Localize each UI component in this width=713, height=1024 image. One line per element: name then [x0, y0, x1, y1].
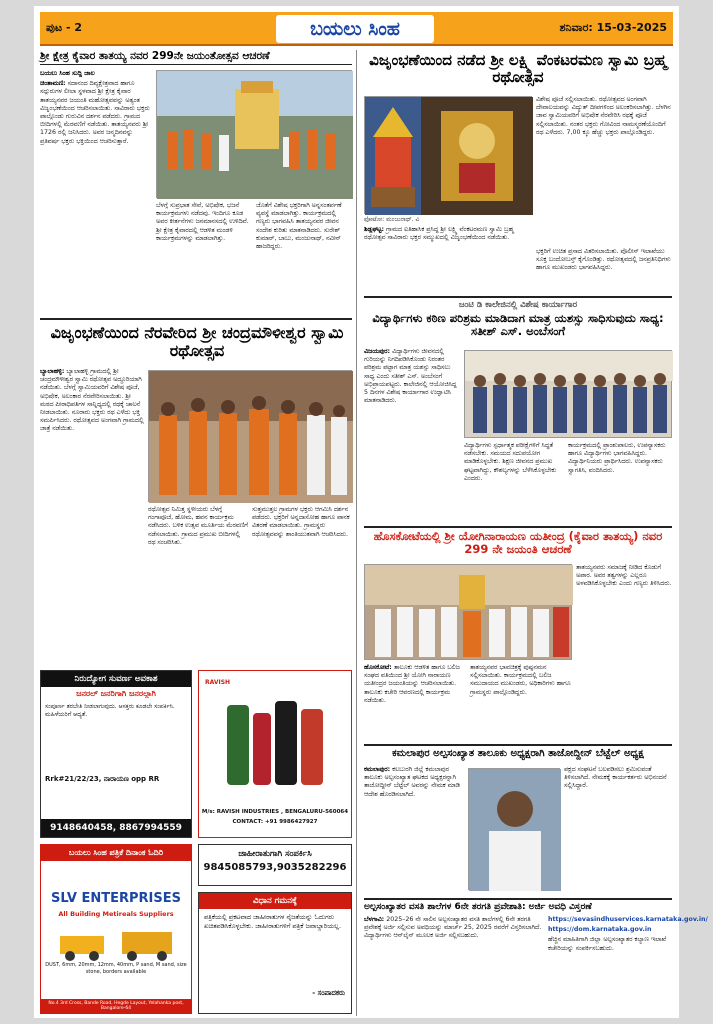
- chariot-image: [365, 97, 533, 215]
- admission-body-col2: [548, 916, 708, 1012]
- masthead: [40, 12, 673, 46]
- slv-company: SLV ENTERPRISES: [51, 891, 181, 906]
- kaivara-procession-photo: [156, 70, 352, 198]
- kaivara-byline: ಬಯಲು ಸಿಂಹ ಸುದ್ದಿ ಜಾಲ: [40, 70, 95, 77]
- college-body-col1: [364, 348, 460, 518]
- kamalapura-headline: ಕಮಲಾಪುರ ಅಲ್ಪಸಂಖ್ಯಾತ ತಾಲೂಕು ಅಧ್ಯಕ್ಷರಾಗಿ ತಾಜೋದ್ದೀನ್ ಬೆಟ್ಟೆಲ್ ಅಧ್ಯಕ್ಷ: [392, 748, 644, 759]
- hosakote-body-col1: [364, 664, 466, 740]
- college-kicker: ಜಂಟಿ ಡಿ ಕಾಲೇಜಿನಲ್ಲಿ ವಿಶೇಷ ಕಾರ್ಯಾಗಾರ: [458, 300, 578, 310]
- portrait-image: [469, 769, 561, 891]
- slv-items: DUST, 6mm, 20mm, 12mm, 40mm, P sand, M sand, size stone, borders available: [45, 962, 187, 975]
- ravish-ad: [198, 670, 352, 838]
- notice-box: [198, 892, 352, 1014]
- chandra-body-col2: ರಥೋತ್ಸವ ನಿಮಿತ್ತ ಸ್ಥಳೀಯರು ಬೆಳಗ್ಗೆ ಗಂಗಾಪೂಜೆ, ಹೋಮ, ಹವನ ಕಾರ್ಯಕ್ರಮ ನಡೆಸಿದರು. ಬಳಿಕ ಉತ್ಸವ ಮೂರ್ತಿಯ ಮೆರವಣಿಗೆ ನಡೆಸಲಾಯಿತು. ಗ್ರಾಮದ ಪ್ರಮುಖ ಬೀದಿಗಳಲ್ಲಿ ರಥ ಸಂಚರಿಸಿತು.: [148, 506, 248, 546]
- hosakote-body-text: ತಾಲೂಕು ಆಡಳಿತ ಹಾಗೂ ಬಲಿಜ ಸಂಘದ ವತಿಯಿಂದ ಶ್ರೀ ಯೋಗಿ ನಾರಾಯಣ ಯತೀಂದ್ರರ ಜಯಂತಿಯನ್ನು ಆಚರಿಸಲಾಯಿತು. ತಾಲೂಕು ಕಚೇರಿ ಆವರಣದಲ್ಲಿ ಕಾರ್ಯಕ್ರಮ ನಡೆಯಿತು.: [364, 664, 460, 704]
- hiring-ad-body: ಸಂಪೂರ್ಣ ತರಬೇತಿ ನೀಡಲಾಗುವುದು. ಆಸಕ್ತರು ಕೂಡಲೇ ಸಂಪರ್ಕಿಸಿ. ಮಹಿಳೆಯರಿಗೆ ಆದ್ಯತೆ.: [45, 703, 175, 718]
- advertise-contact-box: [198, 844, 352, 886]
- admission-headline: ಅಲ್ಪಸಂಖ್ಯಾತರ ವಸತಿ ಶಾಲೆಗಳ 6ನೇ ತರಗತಿ ಪ್ರವೇಶಾತಿ: ಅರ್ಜಿ ಅವಧಿ ವಿಸ್ತರಣೆ: [364, 902, 592, 912]
- divider: [364, 526, 672, 528]
- advertise-title: ಜಾಹೀರಾತುಗಾಗಿ ಸಂಪರ್ಕಿಸಿ: [238, 849, 312, 859]
- hosakote-headline: ಹೊಸಕೋಟೆಯಲ್ಲಿ ಶ್ರೀ ಯೋಗಿನಾರಾಯಣ ಯತೀಂದ್ರ (ಕೈವಾರ ತಾತಯ್ಯ) ನವರ 299 ನೇ ಜಯಂತಿ ಆಚರಣೆ: [373, 529, 663, 557]
- group-photo-image: [465, 351, 673, 439]
- hiring-ad-address: Rrk#21/22/23, ನಾರಾಯಣ opp RR: [45, 775, 160, 783]
- notice-body: ಪತ್ರಿಕೆಯಲ್ಲಿ ಪ್ರಕಟವಾದ ಜಾಹೀರಾತುಗಳ ನೈಜತೆಯನ್ನು ಓದುಗರು ಖಚಿತಪಡಿಸಿಕೊಳ್ಳಬೇಕು. ಜಾಹೀರಾತುಗಳಿಗೆ ಪತ್ರಿಕೆ ಜವಾಬ್ದಾರಿಯಲ್ಲ.: [204, 913, 342, 930]
- ravish-company: M/s: RAVISH INDUSTRIES , BENGALURU-560064: [201, 809, 349, 815]
- admission-body-text: 2025–26 ನೇ ಸಾಲಿನ ಅಲ್ಪಸಂಖ್ಯಾತರ ವಸತಿ ಶಾಲೆಗಳಲ್ಲಿ 6ನೇ ತರಗತಿ ಪ್ರವೇಶಕ್ಕೆ ಅರ್ಜಿ ಸಲ್ಲಿಸುವ ಅವಧಿಯನ್ನು ಮಾರ್ಚ್ 25, 2025 ರವರೆಗೆ ವಿಸ್ತರಿಸಲಾಗಿದೆ. ವಿದ್ಯಾರ್ಥಿಗಳು ಆನ್‌ಲೈನ್ ಮೂಲಕ ಅರ್ಜಿ ಸಲ್ಲಿಸಬಹುದು.: [364, 916, 542, 940]
- divider: [364, 744, 672, 746]
- construction-vehicles-image: [56, 922, 176, 962]
- college-group-photo: [464, 350, 672, 438]
- kamalapura-place: ಕಮಲಾಪುರ:: [364, 766, 391, 773]
- hiring-ad: [40, 670, 192, 838]
- notice-title: ವಿಧಾನ ಗಮನಕ್ಕೆ: [199, 893, 351, 909]
- college-body-col2: ವಿದ್ಯಾರ್ಥಿಗಳು ಸ್ಪರ್ಧಾತ್ಮಕ ಪರೀಕ್ಷೆಗಳಿಗೆ ಸಿದ್ಧತೆ ನಡೆಸಬೇಕು. ಸಮಯದ ಸದುಪಯೋಗ ಮಾಡಿಕೊಳ್ಳಬೇಕು. ಶಿಕ್ಷಣ ಜೀವನದ ಪ್ರಮುಖ ಘಟ್ಟವಾಗಿದ್ದು, ಕೌಶಲ್ಯಗಳನ್ನು ಬೆಳೆಸಿಕೊಳ್ಳಬೇಕು ಎಂದರು.: [464, 442, 557, 482]
- lakshmi-body-col2: ವಿಶೇಷ ಪೂಜೆ ಸಲ್ಲಿಸಲಾಯಿತು. ರಥೋತ್ಸವದ ಅಂಗವಾಗಿ ದೇವಾಲಯವನ್ನು ವಿದ್ಯುತ್ ದೀಪಗಳಿಂದ ಅಲಂಕರಿಸಲಾಗಿತ್ತು. ಬೆಳಗಿನ ಜಾವ ಸ್ವಾಮಿಯವರಿಗೆ ಅಭಿಷೇಕ ನೆರವೇರಿಸಿ ರಥಕ್ಕೆ ಪೂಜೆ ಸಲ್ಲಿಸಲಾಯಿತು. ನಂತರ ಭಕ್ತರು ಗೋವಿಂದ ನಾಮಸ್ಮರಣೆಯೊಂದಿಗೆ ರಥ ಎಳೆದರು. 7,00 ಕ್ಕೂ ಹೆಚ್ಚು ಭಕ್ತರು ಪಾಲ್ಗೊಂಡಿದ್ದರು.: [536, 96, 671, 136]
- college-body-text: ವಿದ್ಯಾರ್ಥಿಗಳು ಜೀವನದಲ್ಲಿ ಗುರಿಯನ್ನು ನಿಗದಿಪಡಿಸಿಕೊಂಡು ನಿರಂತರ ಪರಿಶ್ರಮ ಪಟ್ಟಾಗ ಮಾತ್ರ ಯಶಸ್ಸು ಸಾಧಿಸಲು ಸಾಧ್ಯ ಎಂದು ಸತೀಶ್ ಎಸ್. ಅಂಬೆಸಂಗೆ ಅಭಿಪ್ರಾಯಪಟ್ಟರು. ಕಾಲೇಜಿನಲ್ಲಿ ಆಯೋಜಿಸಿದ್ದ 5 ದಿನಗಳ ವಿಶೇಷ ಕಾರ್ಯಾಗಾರ ಉದ್ಘಾಟಿಸಿ ಮಾತನಾಡಿದರು.: [364, 348, 457, 405]
- hiring-ad-subtitle: ಜನರಲ್ ಜನರಿಗಾಗಿ ಜನರಲ್ಗಾಗಿ: [76, 689, 156, 698]
- kamalapura-body-col1: [364, 766, 464, 894]
- divider: [40, 318, 352, 320]
- chandra-swamiji-photo: [148, 370, 352, 502]
- column-divider: [356, 50, 357, 1016]
- kamalapura-body-text: ಕಲಬುರಗಿ ಜಿಲ್ಲೆ ಕಮಲಾಪುರ ತಾಲೂಕು ಅಲ್ಪಸಂಖ್ಯಾತ ಘಟಕದ ಅಧ್ಯಕ್ಷರನ್ನಾಗಿ ತಾಜೋದ್ದೀನ್ ಬೆಟ್ಟೆಲ್ ಅವರನ್ನು ನೇಮಕ ಮಾಡಿ ಆದೇಶ ಹೊರಡಿಸಲಾಗಿದೆ.: [364, 766, 460, 798]
- kamalapura-body-col2: ಪಕ್ಷದ ಸಂಘಟನೆ ಬಲಪಡಿಸಲು ಶ್ರಮಿಸುವಂತೆ ತಿಳಿಸಲಾಗಿದೆ. ನೇಮಕಕ್ಕೆ ಕಾರ್ಯಕರ್ತರು ಅಭಿನಂದನೆ ಸಲ್ಲಿಸಿದ್ದಾರೆ.: [564, 766, 667, 790]
- kamalapura-portrait-photo: [468, 768, 560, 890]
- lakshmi-body-col1: [364, 226, 532, 262]
- slv-ad-title: ಬಯಲು ಸಿಂಹ ಪತ್ರಿಕೆ ದಿನಾಂಕ ಓದಿರಿ: [41, 845, 191, 861]
- notice-sign: - ಸಂಪಾದಕರು: [312, 989, 345, 997]
- kaivara-body-col3: ಜೊತೆಗೆ ವಿಶೇಷ ಭಕ್ತರಿಗಾಗಿ ಅನ್ನಸಂತರ್ಪಣೆ ವ್ಯವಸ್ಥೆ ಮಾಡಲಾಗಿತ್ತು. ಕಾರ್ಯಕ್ರಮದಲ್ಲಿ ಗಣ್ಯರು ಭಾಗವಹಿಸಿ ತಾತಯ್ಯನವರ ಜೀವನ ಸಂದೇಶ ಕುರಿತು ಮಾತನಾಡಿದರು. ಸುರೇಶ್ ಕುಮಾರ್, ಬಾಬು, ಮಂಜುನಾಥ್, ನವೀನ್ ಹಾಜರಿದ್ದರು.: [256, 202, 342, 251]
- ravish-brand: RAVISH: [205, 679, 231, 686]
- lakshmi-chariot-photo: [364, 96, 532, 214]
- college-body-col3: ಕಾರ್ಯಕ್ರಮದಲ್ಲಿ ಪ್ರಾಂಶುಪಾಲರು, ಉಪನ್ಯಾಸಕರು ಹಾಗೂ ವಿದ್ಯಾರ್ಥಿಗಳು ಭಾಗವಹಿಸಿದ್ದರು. ವಿದ್ಯಾರ್ಥಿನಿಯರು ಪ್ರಾರ್ಥಿಸಿದರು. ಉಪನ್ಯಾಸಕರು ಸ್ವಾಗತಿಸಿ, ವಂದಿಸಿದರು.: [568, 442, 666, 474]
- chandra-body-text: ಬ್ಯಾಲಾಹಳ್ಳಿ ಗ್ರಾಮದಲ್ಲಿ ಶ್ರೀ ಚಂದ್ರಮೌಳೀಶ್ವರ ಸ್ವಾಮಿ ರಥೋತ್ಸವ ಅದ್ದೂರಿಯಾಗಿ ನಡೆಯಿತು. ಬೆಳಗ್ಗೆ ಸ್ವಾಮಿಯವರಿಗೆ ವಿಶೇಷ ಪೂಜೆ, ಅಭಿಷೇಕ, ಅಲಂಕಾರ ನೆರವೇರಿಸಲಾಯಿತು. ಶ್ರೀ ಮಠದ ಪೀಠಾಧಿಪತಿಗಳ ಸಾನ್ನಿಧ್ಯದಲ್ಲಿ ರಥಕ್ಕೆ ಚಾಲನೆ ನೀಡಲಾಯಿತು. ನೂರಾರು ಭಕ್ತರು ರಥ ಎಳೆದು ಭಕ್ತಿ ಸಮರ್ಪಿಸಿದರು. ರಥೋತ್ಸವದ ಅಂಗವಾಗಿ ಗ್ರಾಮದಲ್ಲಿ ಜಾತ್ರೆ ನಡೆಯಿತು.: [40, 368, 144, 433]
- hosakote-event-photo: [364, 564, 572, 660]
- admission-url-seva: https://sevasindhuservices.karnataka.gov.in/: [548, 916, 708, 923]
- chandra-body-col1: [40, 368, 144, 658]
- slv-tagline: All Building Metireals Suppliers: [58, 910, 174, 918]
- kaivara-body-col2: ಬೆಳಗ್ಗೆ ಸುಪ್ರಭಾತ ಸೇವೆ, ಅಭಿಷೇಕ, ಭಜನೆ ಕಾರ್ಯಕ್ರಮಗಳು ನಡೆದವು. ಇಂದಿಗೂ ಕೂಡ ಅವರ ಕೀರ್ತನೆಗಳು ಜನಮಾನಸದಲ್ಲಿ ಉಳಿದಿವೆ. ಶ್ರೀ ಕ್ಷೇತ್ರ ಕೈವಾರದಲ್ಲಿ ಆಡಳಿತ ಮಂಡಳಿ ಕಾರ್ಯಕ್ರಮಗಳನ್ನು ಮಾಡಲಾಗಿತ್ತು.: [156, 202, 249, 242]
- hiring-ad-phones: 9148640458, 8867994559: [41, 819, 191, 837]
- advertise-phones: 9845085793,9035282296: [203, 862, 347, 873]
- kaivara-body-col1: [40, 70, 152, 312]
- lakshmi-body-text: ಗ್ರಾಮದ ಐತಿಹಾಸಿಕ ಪ್ರಸಿದ್ಧ ಶ್ರೀ ಲಕ್ಷ್ಮಿ ವೆಂಕಟರಮಣ ಸ್ವಾಮಿ ಬ್ರಹ್ಮ ರಥೋತ್ಸವ ಸಾವಿರಾರು ಭಕ್ತರ ಸಮ್ಮುಖದಲ್ಲಿ ವಿಜೃಂಭಣೆಯಿಂದ ನಡೆಯಿತು.: [364, 226, 514, 242]
- swamiji-image: [149, 371, 353, 503]
- procession-image: [157, 71, 353, 199]
- date-label: ಶನಿವಾರ: 15-03-2025: [559, 21, 667, 34]
- admission-url-dom: https://dom.karnataka.gov.in: [548, 926, 652, 934]
- hosakote-body-col3: ತಾತಯ್ಯನವರು ಸಮಾಜಕ್ಕೆ ನೀಡಿದ ಕೊಡುಗೆ ಅಪಾರ. ಅವರ ತತ್ವಗಳನ್ನು ಎಲ್ಲರೂ ಅಳವಡಿಸಿಕೊಳ್ಳಬೇಕು ಎಂದು ಗಣ್ಯರು ತಿಳಿಸಿದರು.: [576, 564, 672, 588]
- lakshmi-photo-caption: ಫೋಟೋ: ಮಂಜುನಾಥ್. ವಿ: [364, 216, 420, 223]
- event-image: [365, 565, 573, 661]
- newspaper-title: ಬಯಲು ಸಿಂಹ: [276, 15, 434, 43]
- lakshmi-body-col3: ಭಕ್ತರಿಗೆ ಉಚಿತ ಪ್ರಸಾದ ವಿತರಿಸಲಾಯಿತು. ಪೊಲೀಸ್ ಇಲಾಖೆಯು ಸೂಕ್ತ ಬಂದೋಬಸ್ತ್ ಕೈಗೊಂಡಿತ್ತು. ರಥೋತ್ಸವದಲ್ಲಿ ಜನಪ್ರತಿನಿಧಿಗಳು ಹಾಗೂ ಮುಖಂಡರು ಭಾಗವಹಿಸಿದ್ದರು.: [536, 248, 671, 272]
- slv-enterprises-ad: [40, 844, 192, 1014]
- chandra-place: ಬ್ಯಾಲಾಹಳ್ಳಿ:: [40, 368, 65, 375]
- admission-body-col1: [364, 916, 544, 1012]
- kaivara-place: ಚಿಂತಾಮಣಿ:: [40, 80, 66, 88]
- hosakote-body-col2: ತಾತಯ್ಯನವರ ಭಾವಚಿತ್ರಕ್ಕೆ ಪುಷ್ಪನಮನ ಸಲ್ಲಿಸಲಾಯಿತು. ಕಾರ್ಯಕ್ರಮದಲ್ಲಿ ಬಲಿಜ ಸಮುದಾಯದ ಮುಖಂಡರು, ಅಧಿಕಾರಿಗಳು ಹಾಗೂ ಗ್ರಾಮಸ್ಥರು ಪಾಲ್ಗೊಂಡಿದ್ದರು.: [470, 664, 571, 696]
- chandra-body-col3: ಸುತ್ತಮುತ್ತಲ ಗ್ರಾಮಗಳ ಭಕ್ತರು ಆಗಮಿಸಿ ದರ್ಶನ ಪಡೆದರು. ಭಕ್ತರಿಗೆ ಅನ್ನದಾಸೋಹ ಹಾಗೂ ಪಾನಕ ವಿತರಣೆ ಮಾಡಲಾಯಿತು. ಗ್ರಾಮಸ್ಥರು ರಥೋತ್ಸವವನ್ನು ಶಾಂತಿಯುತವಾಗಿ ಆಚರಿಸಿದರು.: [252, 506, 350, 538]
- lakshmi-headline: ವಿಜೃಂಭಣೆಯಿಂದ ನಡೆದ ಶ್ರೀ ಲಕ್ಷ್ಮಿ ವೆಂಕಟರಮಣ ಸ್ವಾಮಿ ಬ್ರಹ್ಮ ರಥೋತ್ಸವ: [369, 51, 667, 87]
- page-label: ಪುಟ - 2: [46, 21, 83, 34]
- ravish-contact: CONTACT: +91 9986427927: [232, 819, 318, 825]
- product-bottles-image: [221, 695, 331, 791]
- hosakote-place: ಹೊಸಕೋಟೆ:: [364, 664, 392, 671]
- admission-body-text-2: ಹೆಚ್ಚಿನ ಮಾಹಿತಿಗಾಗಿ ಜಿಲ್ಲಾ ಅಲ್ಪಸಂಖ್ಯಾತರ ಕಲ್ಯಾಣ ಇಲಾಖೆ ಕಚೇರಿಯನ್ನು ಸಂಪರ್ಕಿಸಬಹುದು.: [548, 936, 667, 952]
- college-place: ವಿಜಯಪುರ:: [364, 348, 391, 355]
- chandramouleshwara-headline: ವಿಜೃಂಭಣೆಯಿಂದ ನೆರವೇರಿದ ಶ್ರೀ ಚಂದ್ರಮೌಳೀಶ್ವರ ಸ್ವಾಮಿ ರಥೋತ್ಸವ: [50, 323, 344, 361]
- kaivara-body-text: ಸದಾನಂದ ದಿವ್ಯಕ್ಷೇತ್ರವಾದ ಹಾಗೂ ಸದ್ಗುರುಗಳ ಲೀಲಾ ಸ್ಥಳವಾದ ಶ್ರೀ ಕ್ಷೇತ್ರ ಕೈವಾರ ತಾತಯ್ಯನವರ ಜಯಂತಿ ಮಹೋತ್ಸವವನ್ನು ಅತ್ಯಂತ ವಿಜೃಂಭಣೆಯಿಂದ ಆಚರಿಸಲಾಯಿತು. ಸಾವಿರಾರು ಭಕ್ತರು ಪಾಲ್ಗೊಂಡು ಗುರುವಿನ ದರ್ಶನ ಪಡೆದರು. ಗ್ರಾಮದ ಬೀದಿಗಳಲ್ಲಿ ಮೆರವಣಿಗೆ ನಡೆಯಿತು. ತಾತಯ್ಯನವರು ಶ್ರೀ 1726 ರಲ್ಲಿ ಜನಿಸಿದರು. ಅವರ ಜನ್ಮದಿನವನ್ನು ಪ್ರತಿವರ್ಷ ಭಕ್ತರು ಭಕ್ತಿಯಿಂದ ಆಚರಿಸುತ್ತಾರೆ.: [40, 80, 150, 145]
- divider: [364, 898, 672, 900]
- hiring-ad-title: ನಿರುದ್ಯೋಗ ಸುವರ್ಣ ಅವಕಾಶ: [41, 671, 191, 687]
- lakshmi-place: ಶಿಡ್ಲಘಟ್ಟ:: [364, 226, 385, 233]
- divider: [364, 296, 672, 298]
- admission-place: ಬೆಳಗಾವಿ:: [364, 916, 385, 923]
- kaivara-headline: ಶ್ರೀ ಕ್ಷೇತ್ರ ಕೈವಾರ ತಾತಯ್ಯ ನವರ 299ನೇ ಜಯಂತೋತ್ಸವ ಆಚರಣೆ: [40, 50, 270, 62]
- college-headline: ವಿದ್ಯಾರ್ಥಿಗಳು ಕಠಿಣ ಪರಿಶ್ರಮ ಮಾಡಿದಾಗ ಮಾತ್ರ ಯಶಸ್ಸು ಸಾಧಿಸುವುದು ಸಾಧ್ಯ: ಸತೀಶ್ ಎಸ್. ಅಂಬೆಸಂಗೆ: [372, 311, 664, 339]
- divider: [40, 64, 352, 65]
- slv-address: No.4 3rd Cross, Bande Road, Hegde Layout, Yelahanka post, Bangalore-64: [41, 999, 191, 1013]
- newspaper-page: [34, 6, 708, 1018]
